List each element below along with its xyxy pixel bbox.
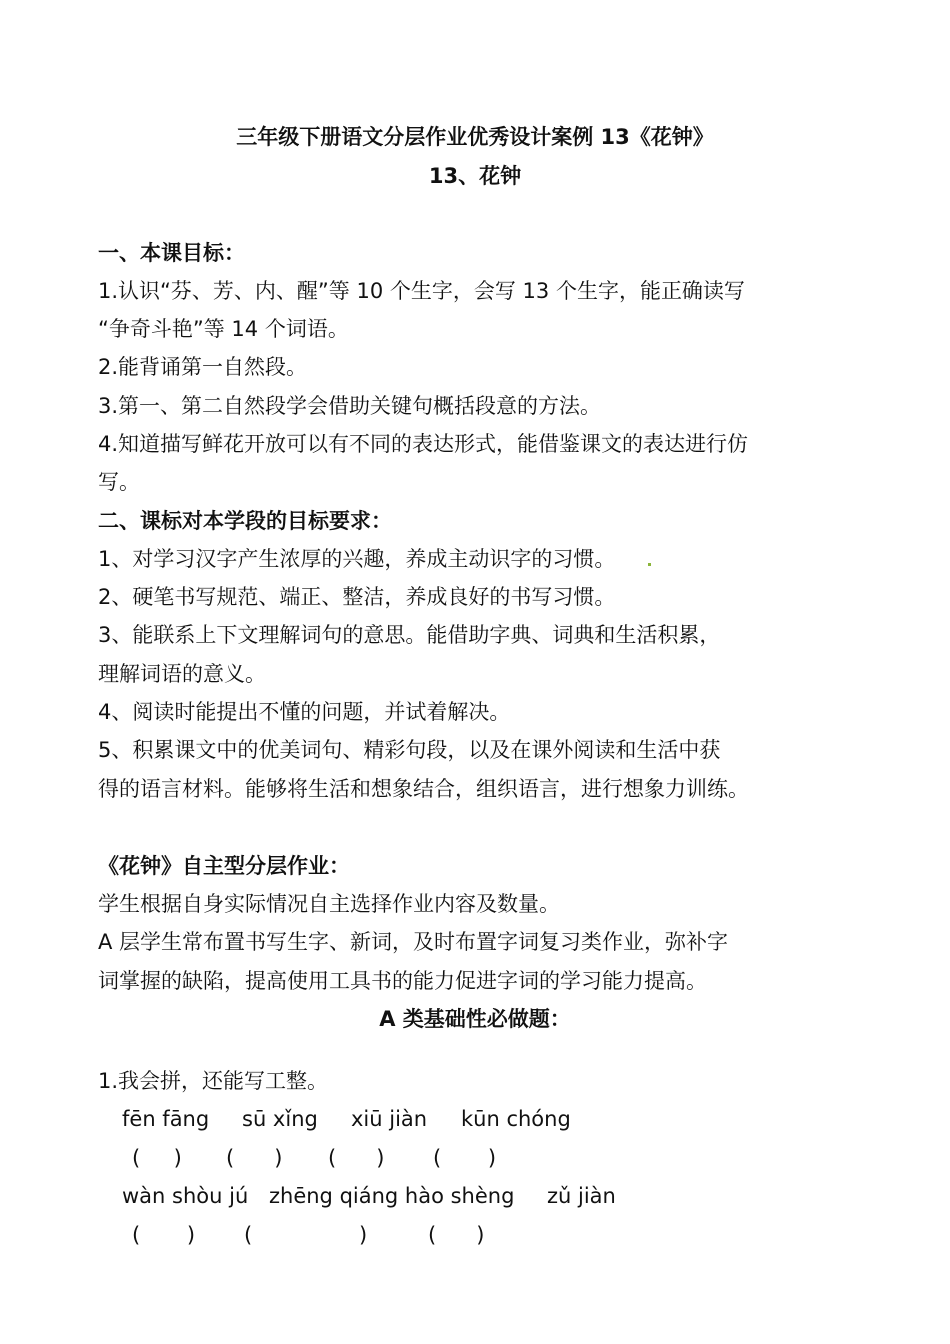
pinyin-item: zhēng qiáng hào shèng xyxy=(269,1184,515,1208)
section2-heading: 二、课标对本学段的目标要求： xyxy=(98,509,392,533)
exercise1-prompt: 1.我会拼，还能写工整。 xyxy=(98,1069,329,1093)
pinyin-item: kūn chóng xyxy=(461,1107,571,1131)
section3-heading: 《花钟》自主型分层作业： xyxy=(98,854,350,878)
answer-blank[interactable]: ( ) xyxy=(433,1146,497,1170)
lesson-subtitle: 13、花钟 xyxy=(428,164,522,188)
section3-line: 词掌握的缺陷，提高使用工具书的能力促进字词的学习能力提高。 xyxy=(98,969,707,993)
answer-blank[interactable]: ( ) xyxy=(328,1146,385,1170)
section2-line: 2、硬笔书写规范、端正、整洁，养成良好的书写习惯。 xyxy=(98,585,616,609)
section2-line: 4、阅读时能提出不懂的问题，并试着解决。 xyxy=(98,700,511,724)
answer-blank[interactable]: ( ) xyxy=(226,1146,283,1170)
pinyin-item: xiū jiàn xyxy=(351,1107,428,1131)
section1-heading: 一、本课目标： xyxy=(98,241,245,265)
pinyin-item: sū xǐng xyxy=(242,1107,318,1131)
section3-line: 学生根据自身实际情况自主选择作业内容及数量。 xyxy=(98,892,560,916)
section2-line: 得的语言材料。能够将生活和想象结合，组织语言，进行想象力训练。 xyxy=(98,777,749,801)
section2-line: 3、能联系上下文理解词句的意思。能借助字典、词典和生活积累， xyxy=(98,623,721,647)
answer-blank[interactable]: ( ) xyxy=(132,1146,182,1170)
section2-line: 理解词语的意义。 xyxy=(98,662,266,686)
answer-blank[interactable]: ( ) xyxy=(428,1223,485,1247)
answer-blank[interactable]: ( ) xyxy=(244,1223,368,1247)
pinyin-item: zǔ jiàn xyxy=(547,1184,616,1208)
category-a-heading: A 类基础性必做题： xyxy=(379,1007,571,1031)
section1-line: 3.第一、第二自然段学会借助关键句概括段意的方法。 xyxy=(98,394,602,418)
section1-line: 2.能背诵第一自然段。 xyxy=(98,355,308,379)
document-title: 三年级下册语文分层作业优秀设计案例 13《花钟》 xyxy=(236,125,714,149)
section1-line: 1.认识“芬、芳、内、醒”等 10 个生字，会写 13 个生字，能正确读写 xyxy=(98,279,745,303)
pinyin-item: wàn shòu jú xyxy=(122,1184,249,1208)
stray-dot-mark xyxy=(648,563,651,566)
section2-line: 1、对学习汉字产生浓厚的兴趣，养成主动识字的习惯。 xyxy=(98,547,616,571)
answer-blank[interactable]: ( ) xyxy=(132,1223,196,1247)
section1-line: 4.知道描写鲜花开放可以有不同的表达形式，能借鉴课文的表达进行仿 xyxy=(98,432,749,456)
section1-line: 写。 xyxy=(98,470,140,494)
section1-line: “争奇斗艳”等 14 个词语。 xyxy=(98,317,349,341)
pinyin-item: fēn fāng xyxy=(122,1107,210,1131)
section2-line: 5、积累课文中的优美词句、精彩句段，以及在课外阅读和生活中获 xyxy=(98,738,721,762)
section3-line: A 层学生常布置书写生字、新词，及时布置字词复习类作业，弥补字 xyxy=(98,930,729,954)
